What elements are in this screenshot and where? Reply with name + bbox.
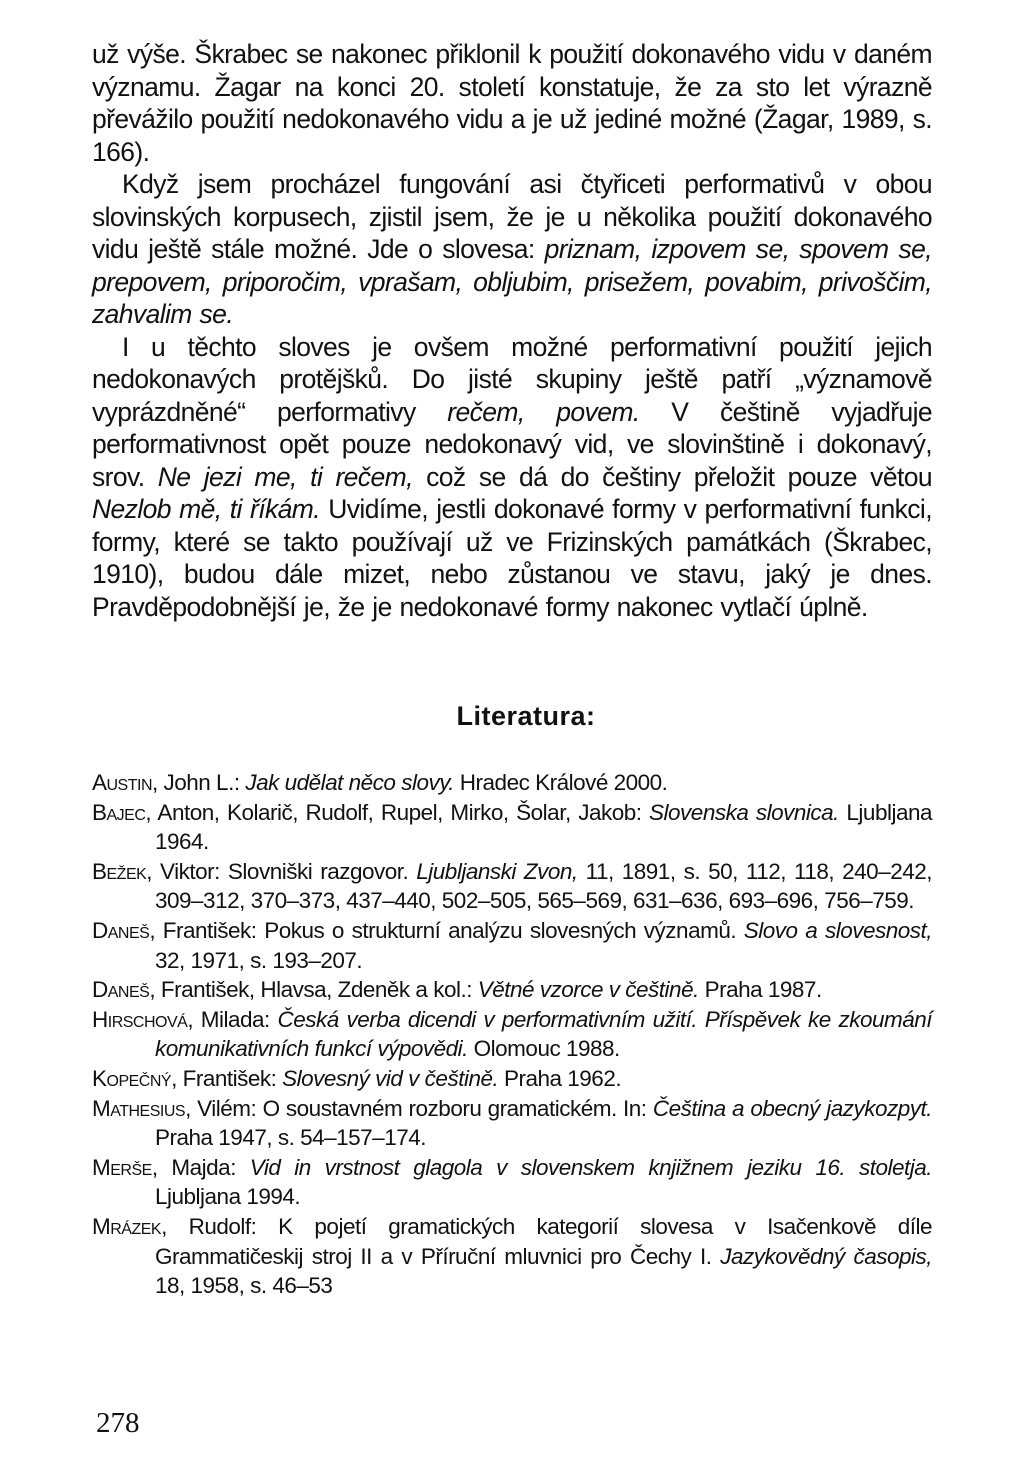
- literature-heading: Literatura:: [456, 701, 596, 731]
- bib-text: , Rudolf: K pojetí gramatických kategorií slovesa v Isačenkově díle Grammatičeskij stroj II a v Příruční mluvnici pro Čechy I.: [155, 1213, 932, 1269]
- bib-text: , Vilém: O soustavném rozboru gramatickém. In:: [185, 1095, 653, 1121]
- bib-text: , John L.:: [152, 770, 246, 795]
- bib-text: , František, Hlavsa, Zdeněk a kol.:: [149, 977, 478, 1003]
- body-paragraph: [92, 168, 932, 331]
- bib-author: Mathesius: [92, 1095, 186, 1121]
- bib-author: Merše: [92, 1154, 152, 1180]
- bib-title: Vid in vrstnost glagola v slovenskem knjižnem jeziku 16. stoletja.: [249, 1154, 932, 1180]
- bib-text: , Majda:: [151, 1154, 250, 1180]
- bibliography-entry: [92, 1153, 932, 1212]
- bib-title: Větné vzorce v češtině.: [477, 977, 699, 1003]
- body-paragraph: [92, 331, 932, 624]
- bib-author: Daneš: [92, 977, 150, 1003]
- bib-details: Praha 1987.: [698, 977, 822, 1003]
- bibliography-entry: [92, 1064, 932, 1094]
- bib-author: Mrázek: [92, 1213, 162, 1239]
- bibliography-entry: [92, 1212, 932, 1301]
- bib-title: Ljubljanski Zvon,: [416, 858, 578, 884]
- bib-text: , Milada:: [187, 1006, 278, 1032]
- bib-author: Hirschová: [92, 1006, 188, 1032]
- bib-text: , František:: [171, 1065, 283, 1091]
- bibliography-entry: [92, 1005, 932, 1064]
- bib-author: Bežek: [92, 858, 147, 884]
- bibliography-entry: [92, 1094, 932, 1153]
- bibliography-entry: [92, 916, 932, 975]
- italic-text: Ne jezi me, ti rečem,: [157, 461, 413, 492]
- bib-details: Praha 1947, s. 54–157–174.: [155, 1125, 426, 1151]
- page-number: 278: [96, 1407, 140, 1439]
- bib-details: 32, 1971, s. 193–207.: [155, 947, 363, 973]
- bib-text: , Viktor: Slovniški razgovor.: [146, 858, 417, 884]
- bibliography-entry: [92, 857, 932, 916]
- bib-author: Austin: [92, 770, 153, 795]
- bib-text: , František: Pokus o strukturní analýzu slovesných významů.: [149, 917, 744, 943]
- bib-title: Jazykovědný časopis,: [720, 1243, 933, 1269]
- bib-details: 18, 1958, s. 46–53: [155, 1273, 333, 1299]
- paragraph-text: Když jsem procházel fungování asi čtyřiceti performativů v obou slovinských korpusech, zjistil jsem, že je u několika použití dokonavého vidu ještě stále možné. Jde o slovesa:: [92, 169, 932, 264]
- bib-text: , Anton, Kolarič, Rudolf, Rupel, Mirko, Šolar, Jakob:: [145, 799, 650, 825]
- paragraph-text: Uvidíme, jestli dokonavé formy v performativní funkci, formy, které se takto používají už ve Frizinských památkách (Škrabec, 1910), budou dále mizet, nebo zůstanou ve stavu, jaký je dnes. Pravděpodobnější je, že je nedokonavé formy nakonec vytlačí úplně.: [92, 494, 932, 622]
- italic-text: Nezlob mě, ti říkám.: [92, 494, 320, 524]
- bibliography-entry: [92, 975, 932, 1005]
- italic-text: rečem, povem.: [447, 396, 640, 427]
- bib-details: 11, 1891, s. 50, 112, 118, 240–242, 309–312, 370–373, 437–440, 502–505, 565–569, 631–636, 693–696, 756–759.: [155, 858, 932, 914]
- bib-details: Ljubljana 1964.: [155, 799, 932, 855]
- bib-title: Čeština a obecný jazykozpyt.: [652, 1095, 933, 1121]
- body-text: [92, 38, 932, 623]
- bib-title: Slovenska slovnica.: [649, 799, 839, 825]
- bib-details: Olomouc 1988.: [467, 1036, 620, 1062]
- italic-text: priznam, izpovem se, spovem se, prepovem, priporočim, vprašam, obljubim, prisežem, povabim, privoščim, zahvalim se.: [92, 234, 932, 329]
- paragraph-text: už výše. Škrabec se nakonec přiklonil k použití dokonavého vidu v daném významu. Žagar na konci 20. století konstatuje, že za sto let výrazně převážilo použití nedokonavého vidu a je už jediné možné (Žagar, 1989, s. 166).: [92, 39, 932, 167]
- bibliography-entry: [92, 798, 932, 857]
- paragraph-text: což se dá do češtiny přeložit pouze větou: [412, 461, 932, 492]
- page-content: [92, 38, 932, 1301]
- bibliography-entry: [92, 768, 932, 798]
- bib-title: Slovo a slovesnost,: [743, 917, 932, 943]
- body-paragraph: [92, 38, 932, 168]
- bib-author: Daneš: [92, 917, 150, 943]
- bibliography-list: [92, 768, 932, 1301]
- paragraph-text: I u těchto sloves je ovšem možné performativní použití jejich nedokonavých protějšků. Do jisté skupiny ještě patří „významově vyprázdněné“ performativy: [92, 331, 932, 427]
- bib-title: Česká verba dicendi v performativním užití. Příspěvek ke zkoumání komunikativních funkcí výpovědi.: [155, 1006, 932, 1062]
- bib-title: Slovesný vid v češtině.: [282, 1065, 499, 1091]
- bib-details: Praha 1962.: [498, 1065, 622, 1091]
- paragraph-text: V češtině vyjadřuje performativnost opět pouze nedokonavý vid, ve slovinštině i dokonavý, srov.: [92, 396, 933, 492]
- bib-details: Hradec Králové 2000.: [454, 770, 668, 795]
- bib-title: Jak udělat něco slovy.: [245, 770, 455, 795]
- bib-details: Ljubljana 1994.: [155, 1184, 301, 1210]
- bib-author: Bajec: [92, 799, 146, 825]
- bib-author: Kopečný: [92, 1065, 172, 1091]
